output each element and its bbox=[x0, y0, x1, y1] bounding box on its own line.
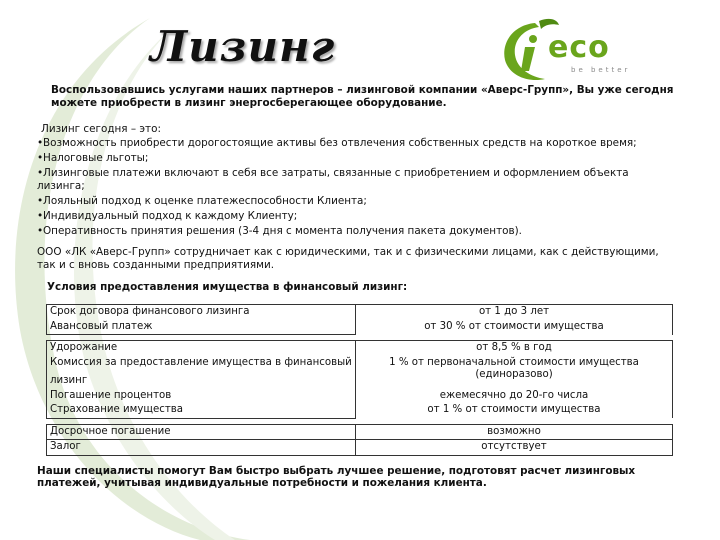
list-item: •Возможность приобрести дорогостоящие активы без отвлечения собственных средств на короткое время; bbox=[37, 137, 637, 149]
i-eco-logo bbox=[495, 15, 645, 85]
list-item: •Индивидуальный подход к каждому Клиенту; bbox=[37, 209, 298, 222]
list-item: •Оперативность принятия решения (3-4 дня с момента получения пакета документов). bbox=[37, 224, 522, 237]
footer-paragraph: Наши специалисты помогут Вам быстро выбрать лучшее решение, подготовят расчет лизинговых платежей, учитывая индивидуальные потребности и пожелания клиента. bbox=[37, 464, 636, 490]
benefits-list bbox=[37, 137, 677, 237]
list-item: •Лизинговые платежи включают в себя все затраты, связанные с приобретением и оформлением объекта лизинга; bbox=[37, 167, 629, 192]
main-content bbox=[37, 84, 677, 500]
table-row: Комиссия за предоставление имущества в финансовый лизинг 1 % от первоначальной стоимости имущества (единоразово) bbox=[47, 356, 673, 389]
table-row: Удорожание от 8,5 % в год bbox=[47, 341, 673, 356]
table-row: Досрочное погашение возможно bbox=[47, 424, 673, 440]
bullet-icon: • bbox=[37, 194, 44, 207]
table-row: Срок договора финансового лизинга от 1 до 3 лет bbox=[47, 305, 673, 320]
logo-tagline: be better bbox=[571, 66, 631, 74]
leasing-benefits bbox=[37, 123, 677, 237]
table-row: Авансовый платеж от 30 % от стоимости имущества bbox=[47, 320, 673, 335]
list-item: •Налоговые льготы; bbox=[37, 152, 149, 164]
logo-wordmark: eco bbox=[548, 30, 610, 65]
page-title: Лизинг bbox=[150, 22, 336, 71]
conditions-title: Условия предоставления имущества в финансовый лизинг: bbox=[47, 281, 408, 294]
intro-paragraph: Воспользовавшись услугами наших партнеров – лизинговой компании «Аверс-Групп», Вы уже сегодня можете приобрести в лизинг энергосберегающее оборудование. bbox=[51, 84, 674, 109]
bullet-icon: • bbox=[37, 224, 44, 237]
bullet-icon: • bbox=[37, 167, 44, 179]
list-item: •Лояльный подход к оценке платежеспособности Клиента; bbox=[37, 194, 367, 207]
bullet-icon: • bbox=[37, 209, 44, 222]
conditions-table bbox=[46, 304, 673, 456]
cooperation-paragraph: ООО «ЛК «Аверс-Групп» сотрудничает как с юридическими, так и с физическими лицами, как с действующими, так и с вновь созданными предприятиями. bbox=[37, 246, 659, 271]
table-row: Залог отсутствует bbox=[47, 440, 673, 456]
bullet-icon: • bbox=[37, 152, 44, 164]
table-row: Погашение процентов ежемесячно до 20-го числа bbox=[47, 389, 673, 404]
leasing-lead: Лизинг сегодня – это: bbox=[41, 123, 161, 135]
table-row: Страхование имущества от 1 % от стоимости имущества bbox=[47, 403, 673, 418]
bullet-icon: • bbox=[37, 137, 44, 149]
